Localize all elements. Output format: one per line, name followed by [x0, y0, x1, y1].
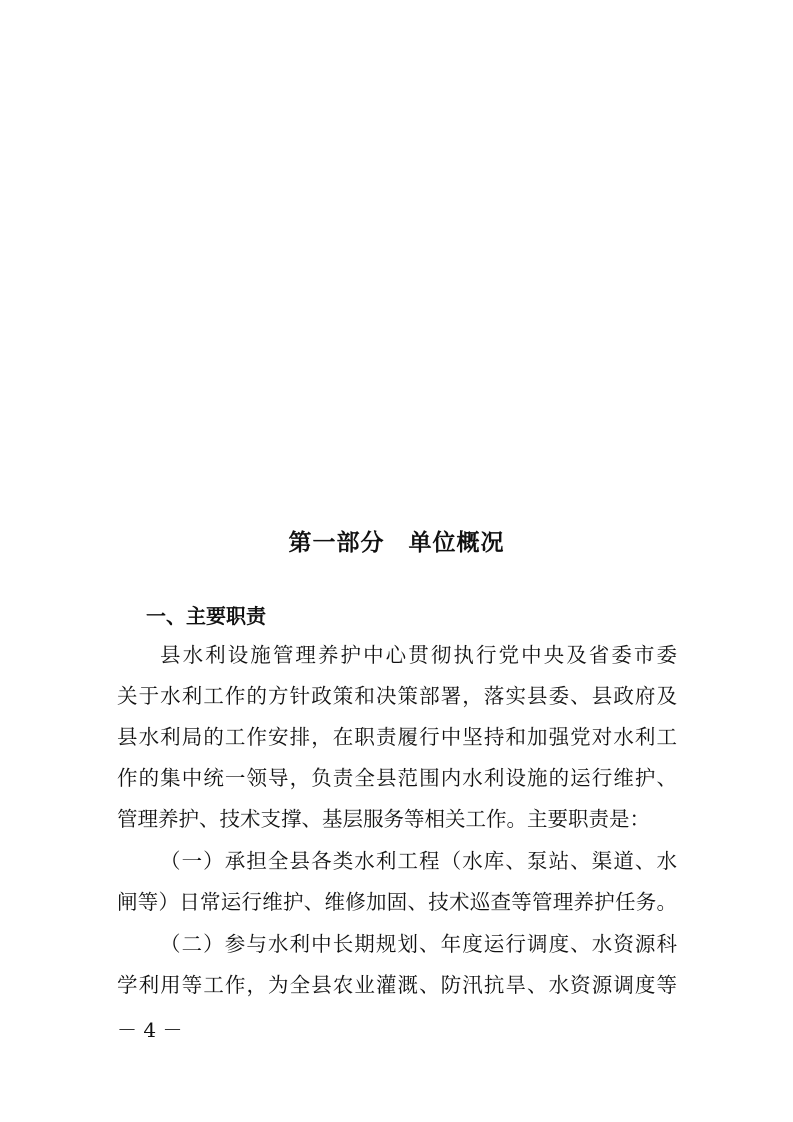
- paragraph-line: 学利用等工作，为全县农业灌溉、防汛抗旱、水资源调度等: [117, 973, 677, 997]
- paragraph-line: 管理养护、技术支撑、基层服务等相关工作。主要职责是：: [117, 807, 650, 831]
- section-heading: 一、主要职责: [146, 604, 266, 628]
- page-number: － 4 －: [117, 1018, 183, 1042]
- paragraph-line: 县水利局的工作安排，在职责履行中坚持和加强党对水利工: [117, 725, 677, 749]
- paragraph-line: 县水利设施管理养护中心贯彻执行党中央及省委市委: [160, 643, 677, 667]
- paragraph-line: 闸等）日常运行维护、维修加固、技术巡查等管理养护任务。: [117, 890, 677, 914]
- paragraph-line: （二）参与水利中长期规划、年度运行调度、水资源科: [160, 932, 677, 956]
- paragraph-line: （一）承担全县各类水利工程（水库、泵站、渠道、水: [160, 849, 677, 873]
- paragraph-line: 关于水利工作的方针政策和决策部署，落实县委、县政府及: [117, 684, 677, 708]
- page-title: 第一部分 单位概况: [288, 530, 505, 556]
- paragraph-line: 作的集中统一领导，负责全县范围内水利设施的运行维护、: [117, 766, 677, 790]
